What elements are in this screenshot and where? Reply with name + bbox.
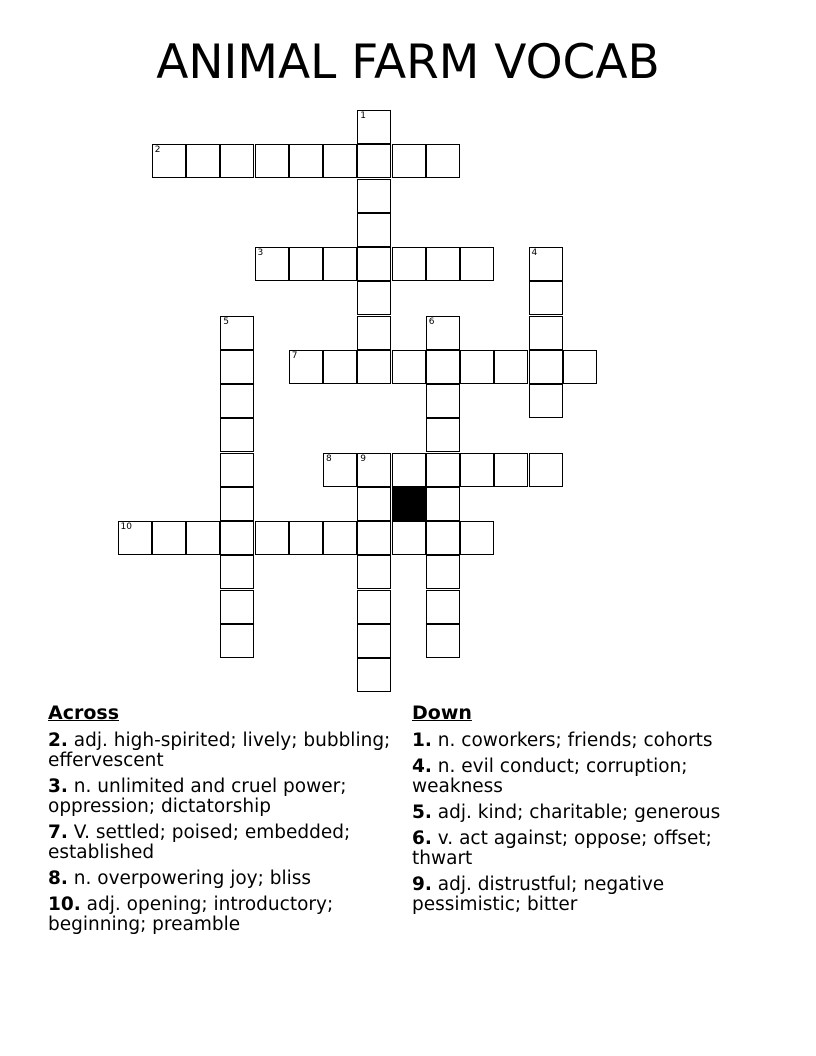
grid-cell[interactable] <box>529 281 563 315</box>
grid-cell[interactable] <box>357 350 391 384</box>
grid-cell[interactable] <box>529 350 563 384</box>
clue-text: n. overpowering joy; bliss <box>73 868 312 889</box>
grid-cell[interactable] <box>460 453 494 487</box>
grid-cell[interactable] <box>426 453 460 487</box>
grid-cell[interactable] <box>392 453 426 487</box>
grid-cell[interactable] <box>289 247 323 281</box>
grid-cell[interactable] <box>220 418 254 452</box>
grid-cell[interactable] <box>460 247 494 281</box>
grid-cell[interactable] <box>426 590 460 624</box>
grid-cell[interactable] <box>426 316 460 350</box>
grid-cell[interactable] <box>357 281 391 315</box>
grid-cell[interactable] <box>357 555 391 589</box>
grid-cell[interactable] <box>392 144 426 178</box>
grid-cell[interactable] <box>255 521 289 555</box>
across-clue <box>48 823 393 863</box>
clue-text: n. coworkers; friends; cohorts <box>437 730 713 751</box>
grid-cell[interactable] <box>220 144 254 178</box>
grid-cell[interactable] <box>220 453 254 487</box>
grid-cell[interactable] <box>426 247 460 281</box>
clue-number: 2. <box>48 730 68 751</box>
cell-number: 9 <box>360 453 366 464</box>
grid-cell[interactable] <box>392 350 426 384</box>
grid-cell[interactable] <box>357 658 391 692</box>
grid-cell[interactable] <box>357 316 391 350</box>
cell-number: 10 <box>120 522 132 532</box>
grid-cell[interactable] <box>357 487 391 521</box>
grid-cell[interactable] <box>357 213 391 247</box>
cell-number: 6 <box>428 316 435 327</box>
cell-number: 1 <box>360 111 366 121</box>
down-clue <box>412 803 757 823</box>
down-clues <box>412 702 757 921</box>
grid-cell[interactable] <box>289 350 323 384</box>
grid-cell[interactable] <box>220 350 254 384</box>
grid-cell[interactable] <box>426 144 460 178</box>
grid-cell[interactable] <box>426 487 460 521</box>
grid-cell[interactable] <box>323 350 357 384</box>
across-heading: Across <box>48 702 120 724</box>
grid-cell[interactable] <box>186 144 220 178</box>
across-clue <box>48 777 393 817</box>
clue-text: n. evil conduct; corruption; weakness <box>412 756 688 797</box>
grid-cell[interactable] <box>460 521 494 555</box>
clue-number: 9. <box>412 874 432 895</box>
grid-cell[interactable] <box>220 521 254 555</box>
grid-cell[interactable] <box>220 487 254 521</box>
grid-cell[interactable] <box>323 453 357 487</box>
grid-cell[interactable] <box>220 555 254 589</box>
cell-number: 2 <box>154 145 161 156</box>
across-clue <box>48 869 393 889</box>
grid-cell[interactable] <box>357 624 391 658</box>
grid-cell[interactable] <box>220 384 254 418</box>
down-clue <box>412 757 757 797</box>
clue-number: 6. <box>412 828 432 849</box>
grid-cell[interactable] <box>529 384 563 418</box>
clue-text: adj. high-spirited; lively; bubbling; effervescent <box>48 730 391 771</box>
grid-cell[interactable] <box>426 350 460 384</box>
clue-number: 10. <box>48 894 81 915</box>
cell-number: 7 <box>291 350 298 361</box>
grid-cell[interactable] <box>255 144 289 178</box>
clue-text: adj. distrustful; negative pessimistic; bitter <box>412 874 665 915</box>
grid-cell[interactable] <box>289 521 323 555</box>
grid-cell[interactable] <box>426 624 460 658</box>
clue-text: v. act against; oppose; offset; thwart <box>412 828 712 869</box>
across-clue <box>48 731 393 771</box>
across-clues <box>48 702 393 941</box>
grid-cell[interactable] <box>152 521 186 555</box>
grid-cell[interactable] <box>494 453 528 487</box>
grid-cell[interactable] <box>426 418 460 452</box>
grid-cell[interactable] <box>220 624 254 658</box>
cell-number: 5 <box>223 316 229 327</box>
grid-cell[interactable] <box>357 110 391 144</box>
grid-cell[interactable] <box>392 521 426 555</box>
grid-cell[interactable] <box>392 247 426 281</box>
clue-text: adj. opening; introductory; beginning; preamble <box>48 894 334 935</box>
clue-text: V. settled; poised; embedded; established <box>48 822 351 863</box>
grid-cell[interactable] <box>460 350 494 384</box>
down-heading: Down <box>412 702 472 724</box>
grid-cell[interactable] <box>529 247 563 281</box>
clue-text: adj. kind; charitable; generous <box>437 802 721 823</box>
grid-cell[interactable] <box>357 453 391 487</box>
grid-cell[interactable] <box>529 316 563 350</box>
down-clue <box>412 731 757 751</box>
grid-cell[interactable] <box>426 384 460 418</box>
cell-number: 4 <box>531 248 538 258</box>
clue-number: 7. <box>48 822 68 843</box>
cell-number: 3 <box>257 248 264 258</box>
grid-cell[interactable] <box>220 590 254 624</box>
grid-cell[interactable] <box>494 350 528 384</box>
grid-cell[interactable] <box>323 247 357 281</box>
page-title: ANIMAL FARM VOCAB <box>156 35 660 90</box>
black-square <box>392 487 426 521</box>
grid-cell[interactable] <box>255 247 289 281</box>
clue-number: 1. <box>412 730 432 751</box>
grid-cell[interactable] <box>323 144 357 178</box>
clue-number: 8. <box>48 868 68 889</box>
grid-cell[interactable] <box>357 144 391 178</box>
across-clue <box>48 895 393 935</box>
cell-number: 8 <box>326 453 332 464</box>
grid-cell[interactable] <box>220 316 254 350</box>
clue-number: 3. <box>48 776 68 797</box>
grid-cell[interactable] <box>357 179 391 213</box>
clue-number: 5. <box>412 802 432 823</box>
down-clue <box>412 829 757 869</box>
grid-cell[interactable] <box>357 247 391 281</box>
clue-text: n. unlimited and cruel power; oppression; dictatorship <box>48 776 347 817</box>
grid-cell[interactable] <box>186 521 220 555</box>
down-clue <box>412 875 757 915</box>
grid-cell[interactable] <box>529 453 563 487</box>
grid-cell[interactable] <box>323 521 357 555</box>
grid-cell[interactable] <box>357 590 391 624</box>
clue-number: 4. <box>412 756 432 777</box>
grid-cell[interactable] <box>426 555 460 589</box>
grid-cell[interactable] <box>118 521 152 555</box>
grid-cell[interactable] <box>289 144 323 178</box>
grid-cell[interactable] <box>563 350 597 384</box>
grid-cell[interactable] <box>426 521 460 555</box>
grid-cell[interactable] <box>357 521 391 555</box>
grid-cell[interactable] <box>152 144 186 178</box>
